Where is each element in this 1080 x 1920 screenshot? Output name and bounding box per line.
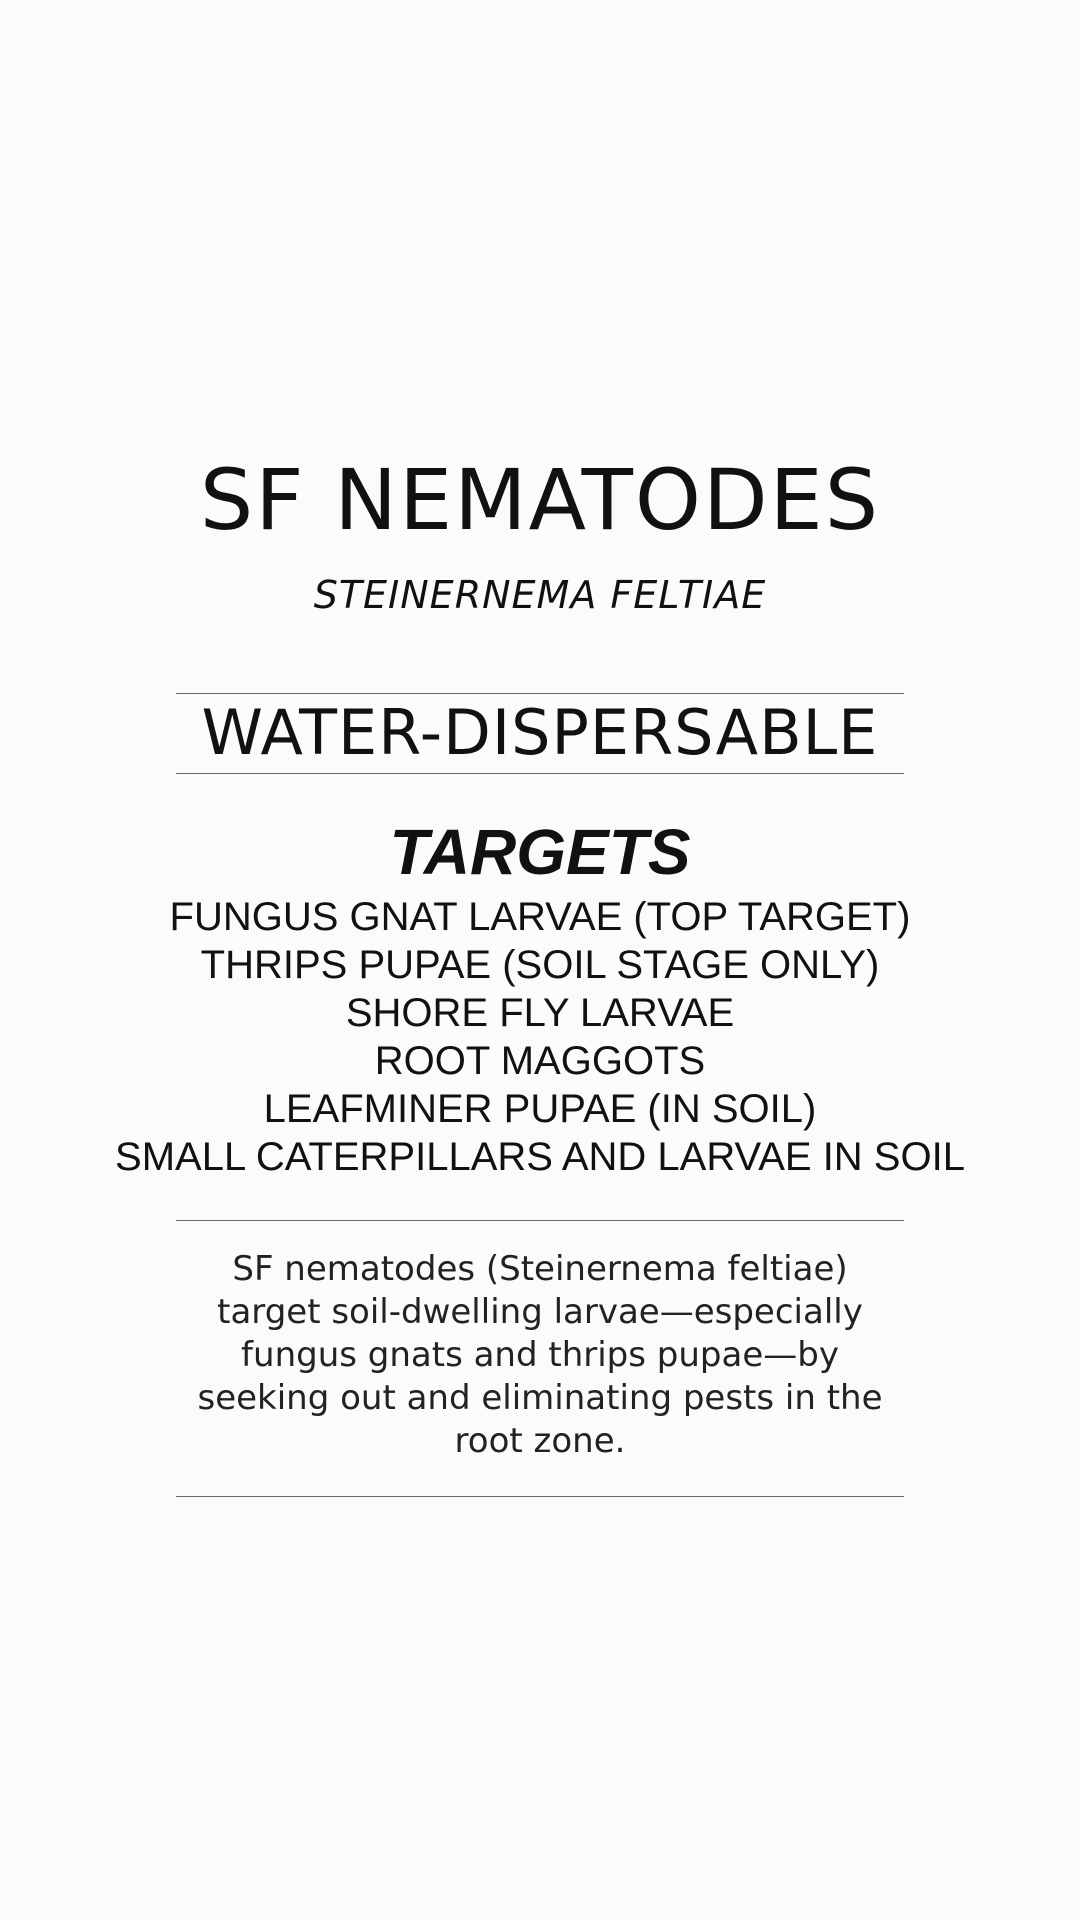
target-item-fungus-gnat-larvae: FUNGUS GNAT LARVAE (TOP TARGET) bbox=[169, 895, 911, 939]
species-subtitle: STEINERNEMA FELTIAE bbox=[313, 573, 767, 617]
target-item-shore-fly-larvae: SHORE FLY LARVAE bbox=[345, 991, 735, 1035]
description-text: SF nematodes (Steinernema feltiae) target soil-dwelling larvae—especially fungus gnats and thrips pupae—by seeking out and eliminating pests in the root zone. bbox=[197, 1249, 883, 1461]
target-item-leafminer-pupae: LEAFMINER PUPAE (IN SOIL) bbox=[263, 1087, 817, 1131]
target-item-root-maggots: ROOT MAGGOTS bbox=[374, 1039, 706, 1083]
targets-heading: TARGETS bbox=[389, 816, 691, 888]
targets-list bbox=[0, 893, 1080, 1181]
format-label: WATER-DISPERSABLE bbox=[201, 696, 879, 769]
description-divider-lower bbox=[176, 1496, 904, 1497]
top-divider-lower bbox=[176, 773, 904, 774]
target-item-small-caterpillars: SMALL CATERPILLARS AND LARVAE IN SOIL bbox=[115, 1135, 965, 1179]
top-divider-upper bbox=[176, 693, 904, 694]
description-divider-upper bbox=[176, 1220, 904, 1221]
target-item-thrips-pupae: THRIPS PUPAE (SOIL STAGE ONLY) bbox=[200, 943, 880, 987]
product-title: SF NEMATODES bbox=[199, 451, 881, 549]
